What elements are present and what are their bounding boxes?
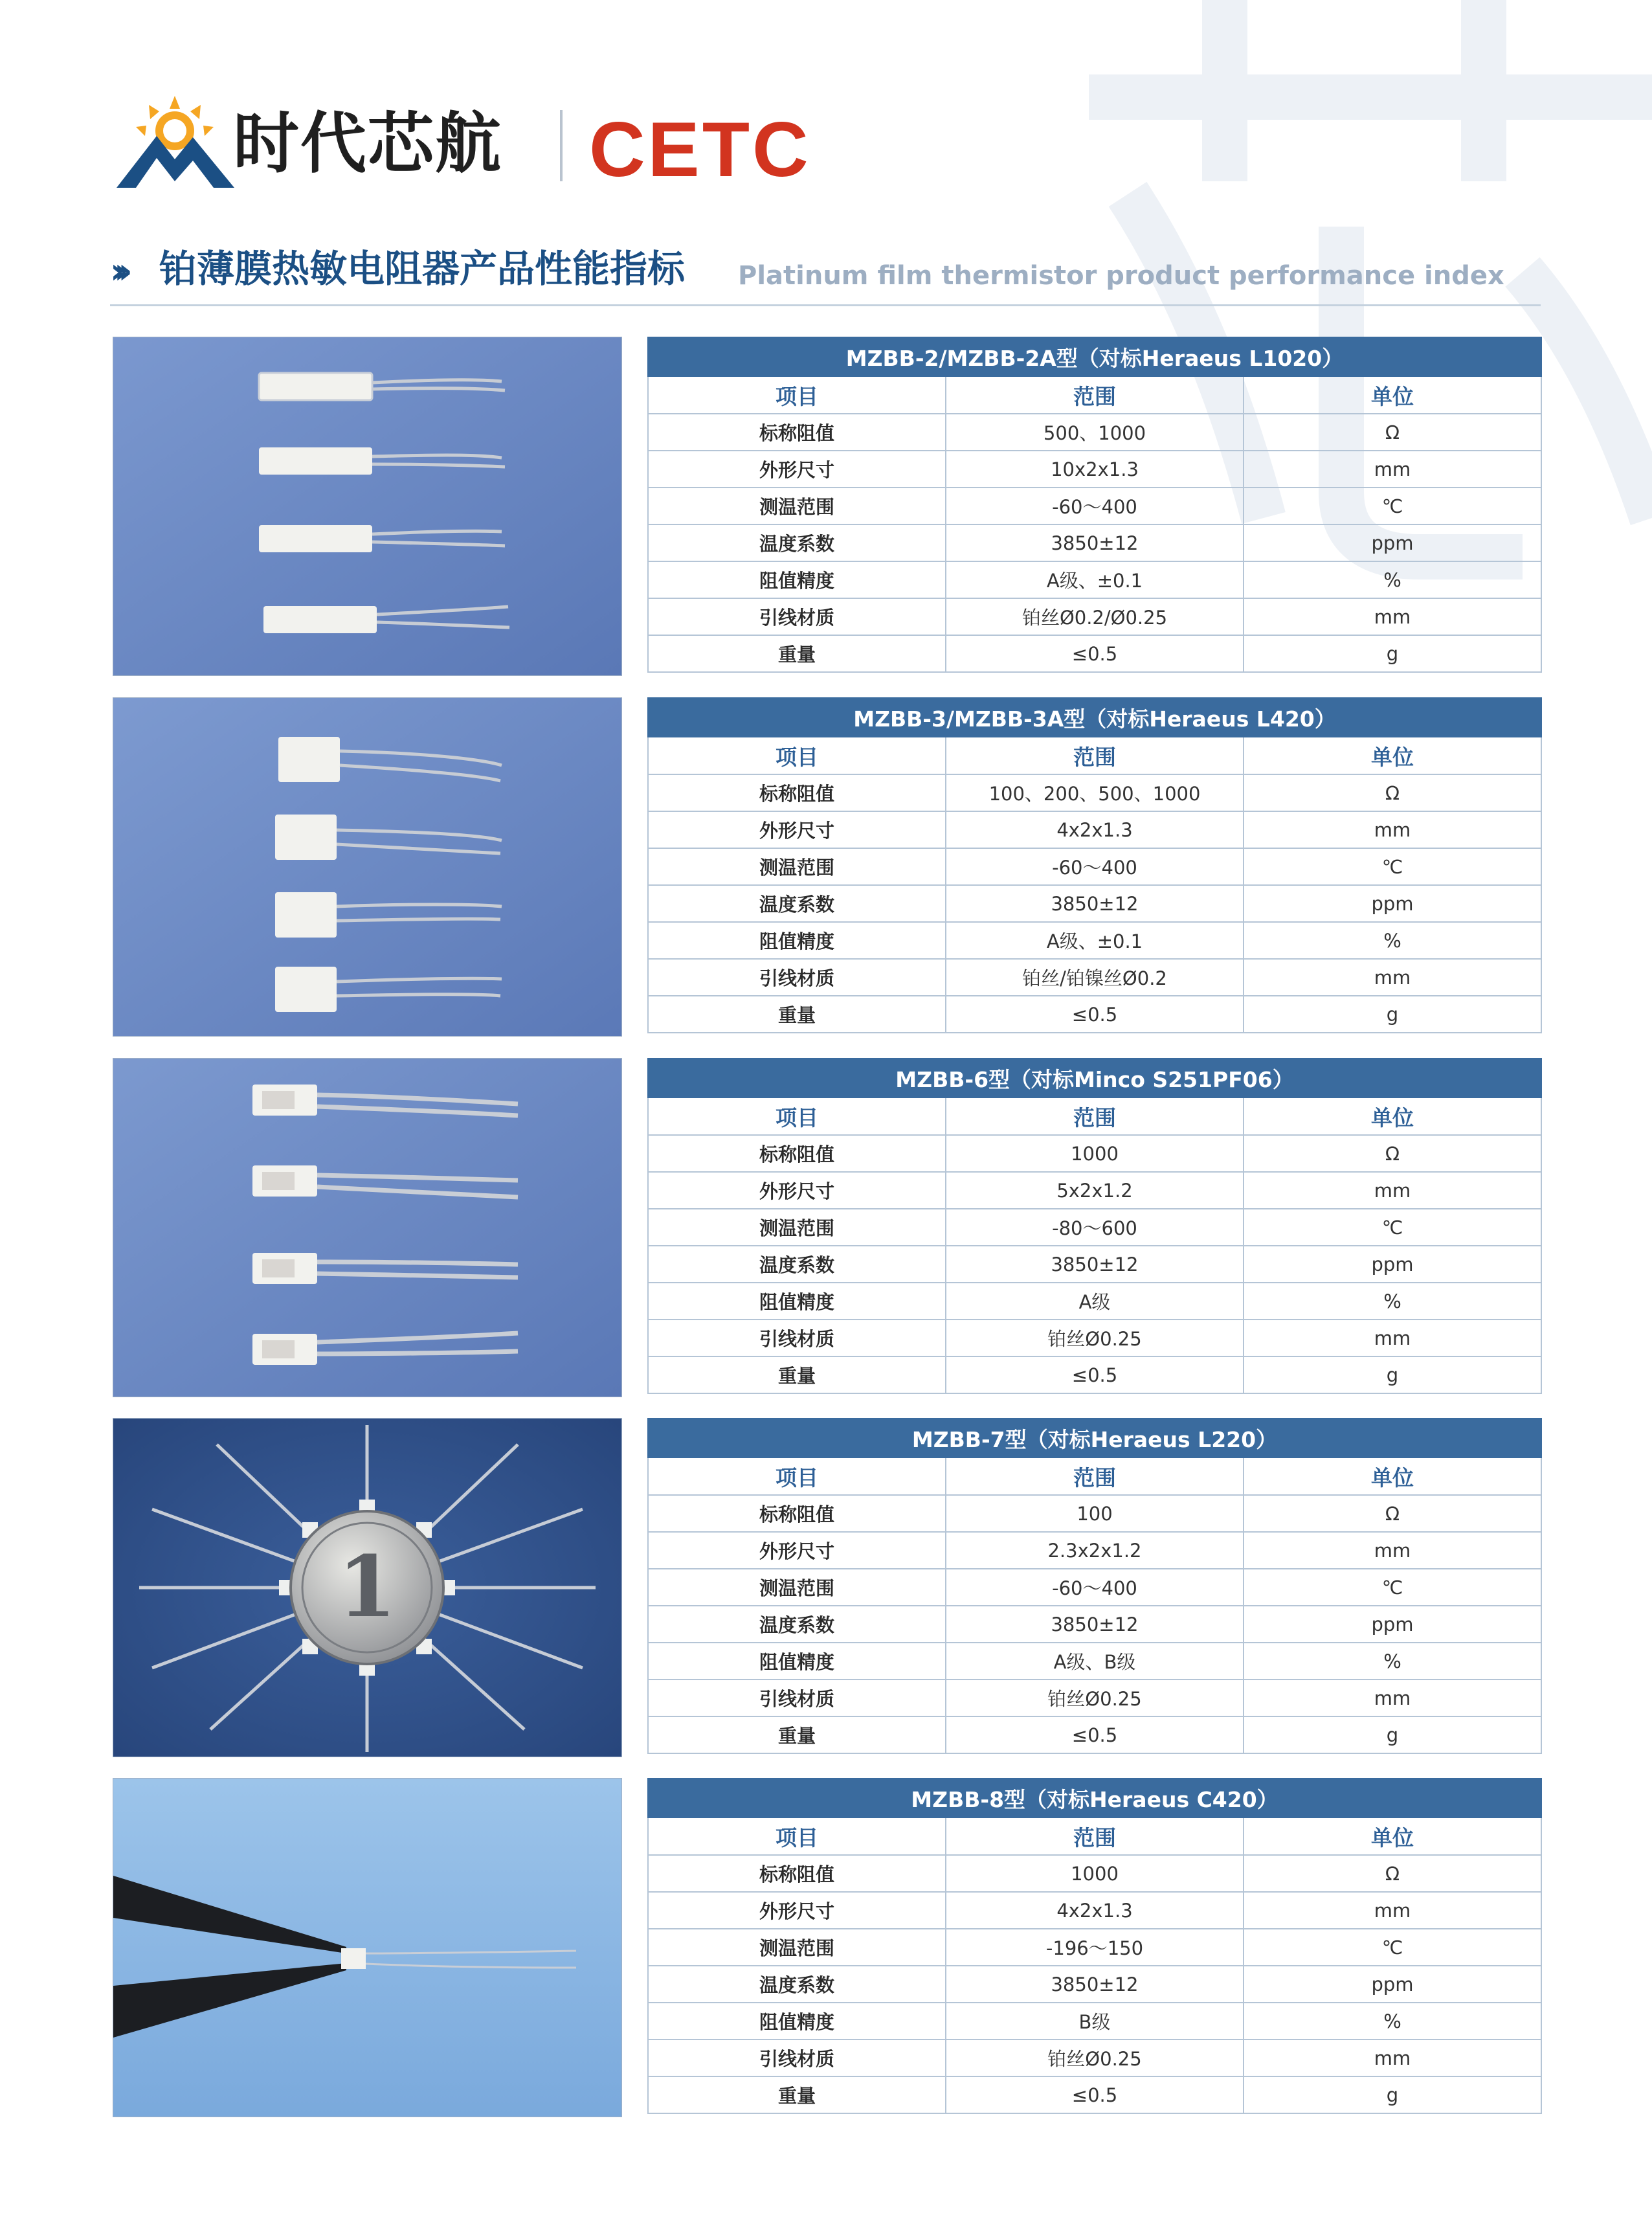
table-row: 温度系数 3850±12 ppm bbox=[648, 524, 1541, 561]
spec-table bbox=[647, 697, 1542, 1033]
table-row: 外形尺寸 2.3x2x1.2 mm bbox=[648, 1532, 1541, 1569]
table-row: 阻值精度 B级 % bbox=[648, 2003, 1541, 2040]
table-row: 测温范围 -80～600 ℃ bbox=[648, 1209, 1541, 1246]
col-header-item: 项目 bbox=[648, 1817, 946, 1855]
spec-table bbox=[647, 1418, 1542, 1754]
spec-table bbox=[647, 1058, 1542, 1394]
thermistor-photo-mzbb-2 bbox=[113, 337, 621, 675]
table-row: 标称阻值 100、200、500、1000 Ω bbox=[648, 774, 1541, 811]
table-row: 测温范围 -60～400 ℃ bbox=[648, 488, 1541, 524]
col-header-unit: 单位 bbox=[1244, 376, 1541, 414]
cetc-logo-text: CETC bbox=[589, 114, 811, 185]
model-title: MZBB-8型（对标Heraeus C420） bbox=[648, 1779, 1541, 1817]
table-row: 引线材质 铂丝Ø0.2/Ø0.25 mm bbox=[648, 598, 1541, 635]
table-row: 阻值精度 A级、B级 % bbox=[648, 1643, 1541, 1680]
brand-name: 时代芯航 bbox=[233, 106, 502, 183]
product-row bbox=[113, 1778, 1542, 2117]
product-row bbox=[113, 337, 1542, 676]
table-row: 温度系数 3850±12 ppm bbox=[648, 1606, 1541, 1643]
table-row: 温度系数 3850±12 ppm bbox=[648, 1966, 1541, 2003]
table-row: 外形尺寸 5x2x1.2 mm bbox=[648, 1172, 1541, 1209]
product-photo bbox=[113, 337, 622, 676]
col-header-item: 项目 bbox=[648, 1457, 946, 1495]
table-row: 重量 ≤0.5 g bbox=[648, 996, 1541, 1033]
table-row: 测温范围 -60～400 ℃ bbox=[648, 848, 1541, 885]
section-title bbox=[110, 246, 1541, 306]
col-header-item: 项目 bbox=[648, 376, 946, 414]
model-title: MZBB-3/MZBB-3A型（对标Heraeus L420） bbox=[648, 698, 1541, 737]
table-row: 引线材质 铂丝Ø0.25 mm bbox=[648, 2040, 1541, 2076]
table-row: 温度系数 3850±12 ppm bbox=[648, 1246, 1541, 1283]
table-row: 标称阻值 1000 Ω bbox=[648, 1135, 1541, 1172]
table-row: 标称阻值 1000 Ω bbox=[648, 1855, 1541, 1892]
table-row: 引线材质 铂丝/铂镍丝Ø0.2 mm bbox=[648, 959, 1541, 996]
table-row: 引线材质 铂丝Ø0.25 mm bbox=[648, 1680, 1541, 1716]
table-row: 阻值精度 A级、±0.1 % bbox=[648, 922, 1541, 959]
coin-numeral: 1 bbox=[337, 1537, 397, 1636]
chevrons-icon: ››› bbox=[110, 251, 122, 291]
thermistor-photo-mzbb-6 bbox=[113, 1059, 621, 1397]
section-title-cn: 铂薄膜热敏电阻器产品性能指标 bbox=[159, 247, 686, 291]
table-row: 测温范围 -196～150 ℃ bbox=[648, 1929, 1541, 1966]
col-header-range: 范围 bbox=[946, 1457, 1244, 1495]
table-row: 阻值精度 A级、±0.1 % bbox=[648, 561, 1541, 598]
table-row: 重量 ≤0.5 g bbox=[648, 2076, 1541, 2113]
col-header-unit: 单位 bbox=[1244, 1817, 1541, 1855]
header-divider bbox=[560, 110, 563, 181]
table-row: 外形尺寸 10x2x1.3 mm bbox=[648, 451, 1541, 488]
table-row: 阻值精度 A级 % bbox=[648, 1283, 1541, 1320]
product-row bbox=[113, 1058, 1542, 1397]
product-photo bbox=[113, 1058, 622, 1397]
page-header bbox=[110, 91, 887, 194]
product-row bbox=[113, 697, 1542, 1037]
col-header-range: 范围 bbox=[946, 737, 1244, 774]
product-photo bbox=[113, 1778, 622, 2117]
thermistor-photo-mzbb-3 bbox=[113, 698, 621, 1036]
table-row: 重量 ≤0.5 g bbox=[648, 1716, 1541, 1753]
table-row: 外形尺寸 4x2x1.3 mm bbox=[648, 811, 1541, 848]
thermistor-photo-mzbb-7 bbox=[113, 1419, 621, 1757]
table-row: 重量 ≤0.5 g bbox=[648, 635, 1541, 672]
table-row: 测温范围 -60～400 ℃ bbox=[648, 1569, 1541, 1606]
table-row: 重量 ≤0.5 g bbox=[648, 1356, 1541, 1393]
col-header-item: 项目 bbox=[648, 1097, 946, 1135]
product-photo bbox=[113, 697, 622, 1037]
cetc-logo bbox=[589, 114, 900, 185]
table-row: 引线材质 铂丝Ø0.25 mm bbox=[648, 1320, 1541, 1356]
product-photo bbox=[113, 1418, 622, 1757]
col-header-unit: 单位 bbox=[1244, 1457, 1541, 1495]
model-title: MZBB-2/MZBB-2A型（对标Heraeus L1020） bbox=[648, 337, 1541, 376]
col-header-range: 范围 bbox=[946, 376, 1244, 414]
product-row bbox=[113, 1418, 1542, 1757]
col-header-item: 项目 bbox=[648, 737, 946, 774]
table-row: 标称阻值 500、1000 Ω bbox=[648, 414, 1541, 451]
model-title: MZBB-7型（对标Heraeus L220） bbox=[648, 1419, 1541, 1457]
thermistor-photo-mzbb-8 bbox=[113, 1779, 621, 2117]
model-title: MZBB-6型（对标Minco S251PF06） bbox=[648, 1059, 1541, 1097]
spec-table bbox=[647, 1778, 1542, 2114]
table-row: 外形尺寸 4x2x1.3 mm bbox=[648, 1892, 1541, 1929]
col-header-range: 范围 bbox=[946, 1097, 1244, 1135]
table-row: 温度系数 3850±12 ppm bbox=[648, 885, 1541, 922]
table-row: 标称阻值 100 Ω bbox=[648, 1495, 1541, 1532]
section-title-en: Platinum film thermistor product performance index bbox=[738, 261, 1504, 291]
col-header-unit: 单位 bbox=[1244, 1097, 1541, 1135]
spec-table bbox=[647, 337, 1542, 673]
col-header-unit: 单位 bbox=[1244, 737, 1541, 774]
col-header-range: 范围 bbox=[946, 1817, 1244, 1855]
mountain-sun-logo-icon bbox=[110, 91, 240, 194]
